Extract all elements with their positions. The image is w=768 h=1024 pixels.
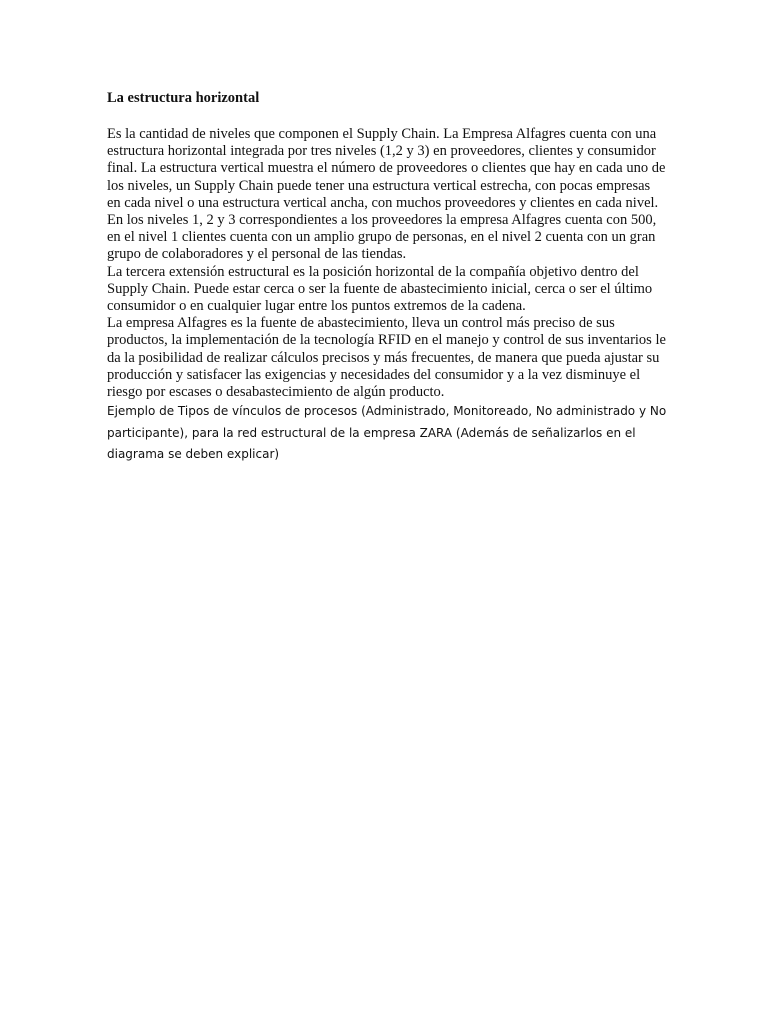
paragraph-3: La empresa Alfagres es la fuente de abastecimiento, lleva un control más preciso de sus productos, la implementación de la tecnología RFID en el manejo y control de sus inventarios le da la posibilidad de realizar cálculos precisos y más frecuentes, de manera que pueda ajustar su producción y satisfacer las exigencias y necesidades del consumidor y a la vez disminuye el riesgo por escases o desabastecimiento de algún producto. bbox=[107, 315, 666, 401]
section-heading: La estructura horizontal bbox=[107, 90, 260, 106]
paragraph-2: La tercera extensión estructural es la posición horizontal de la compañía objetivo dentro del Supply Chain. Puede estar cerca o ser la fuente de abastecimiento inicial, cerca o ser el último consumidor o en cualquier lugar entre los puntos extremos de la cadena. bbox=[107, 263, 653, 315]
assignment-note: Ejemplo de Tipos de vínculos de procesos (Administrado, Monitoreado, No administrado y No participante), para la red estructural de la empresa ZARA (Además de señalizarlos en el diagrama se deben explicar) bbox=[107, 404, 667, 462]
paragraph-1: Es la cantidad de niveles que componen el Supply Chain. La Empresa Alfagres cuenta con una estructura horizontal integrada por tres niveles (1,2 y 3) en proveedores, clientes y consumidor final. La estructura vertical muestra el número de proveedores o clientes que hay en cada uno de los niveles, un Supply Chain puede tener una estructura vertical estrecha, con pocas empresas en cada nivel o una estructura vertical ancha, con muchos proveedores y clientes en cada nivel. En los niveles 1, 2 y 3 correspondientes a los proveedores la empresa Alfagres cuenta con 500, en el nivel 1 clientes cuenta con un amplio grupo de personas, en el nivel 2 cuenta con un gran grupo de colaboradores y el personal de las tiendas. bbox=[107, 126, 666, 263]
document-content bbox=[107, 90, 667, 466]
